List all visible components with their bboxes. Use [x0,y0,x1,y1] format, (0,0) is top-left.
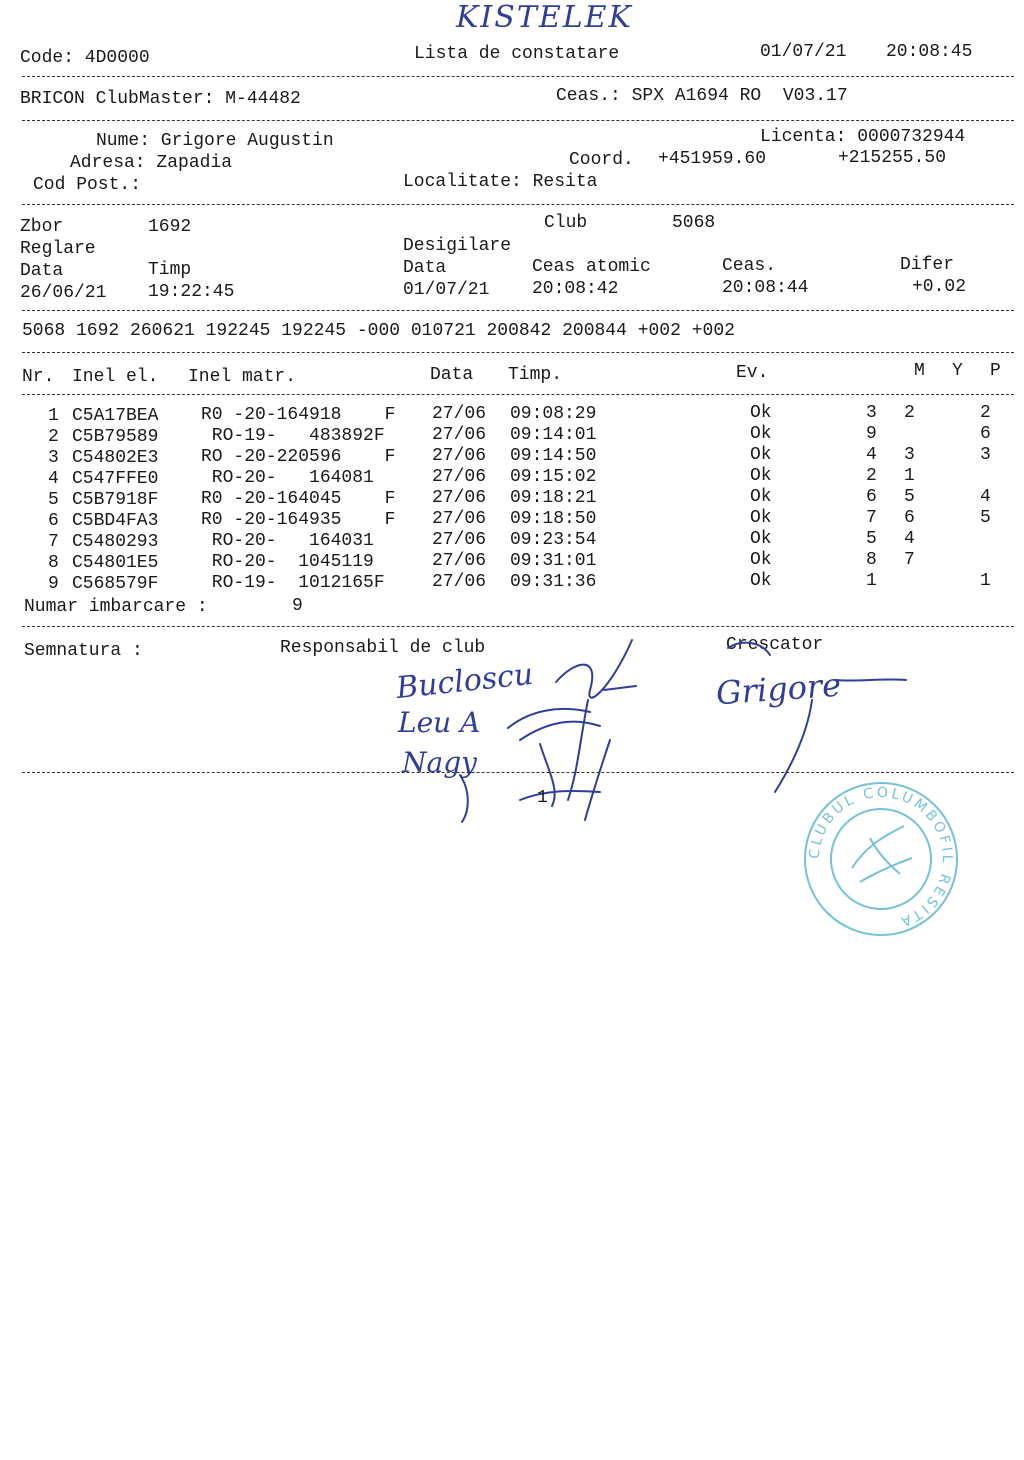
header-date: 01/07/21 [760,42,847,62]
signature-breeder: Grigore [714,665,843,713]
col-nr: Nr. [22,367,55,387]
row-time: 09:18:21 [510,488,597,508]
row-nr: 3 [48,448,59,468]
row-m: 3 [866,403,877,423]
clock-id: Ceas.: SPX A1694 RO V03.17 [556,86,848,106]
row-y: 6 [904,508,915,528]
signature-club-1: Bucloscu [394,656,535,707]
row-time: 09:14:50 [510,446,597,466]
row-inel-matr: RO-19- 483892F [201,426,385,446]
row-p: 2 [980,403,991,423]
row-ev: Ok [750,487,772,507]
row-nr: 5 [48,490,59,510]
row-m: 7 [866,508,877,528]
owner-license: Licenta: 0000732944 [760,127,966,147]
coord-lat: +451959.60 [658,149,767,169]
coord-lon: +215255.50 [838,148,947,168]
boarding-value: 9 [292,596,303,616]
row-date: 27/06 [432,404,487,424]
clubmaster-id: BRICON ClubMaster: M-44482 [20,89,301,109]
col-m: M [914,361,925,381]
col-p: P [990,361,1001,381]
row-ev: Ok [750,508,772,528]
signature-stroke [568,700,588,800]
row-inel-matr: RO-19- 1012165F [201,573,385,593]
separator [22,772,1014,773]
row-nr: 1 [48,406,59,426]
row-inel-matr: RO-20- 164081 [201,468,385,488]
row-p: 4 [980,487,991,507]
document-code: Code: 4D0000 [20,48,150,68]
row-time: 09:15:02 [510,467,597,487]
row-time: 09:18:50 [510,509,597,529]
club-responsible-label: Responsabil de club [280,638,486,658]
desigilare-date: 01/07/21 [403,280,490,300]
clock-time: 20:08:44 [722,278,809,298]
row-date: 27/06 [432,509,487,529]
row-nr: 2 [48,427,59,447]
row-inel-el: C547FFE0 [72,469,159,489]
zbor-label: Zbor [20,217,64,237]
row-time: 09:31:01 [510,551,597,571]
owner-postcode: Cod Post.: [33,175,142,195]
row-inel-matr: R0 -20-164045 F [201,489,396,509]
handwritten-title: KISTELEK [456,0,633,35]
row-inel-matr: RO-20- 1045119 [201,552,385,572]
col-inel-matr: Inel matr. [188,367,297,387]
atomic-time: 20:08:42 [532,279,619,299]
row-p: 5 [980,508,991,528]
row-m: 5 [866,529,877,549]
row-nr: 6 [48,511,59,531]
row-date: 27/06 [432,425,487,445]
row-inel-el: C54801E5 [72,553,159,573]
ceas-atomic-label: Ceas atomic [532,257,651,277]
row-date: 27/06 [432,551,487,571]
row-p: 6 [980,424,991,444]
signature-stroke [520,744,600,806]
col-y: Y [952,361,963,381]
owner-address: Adresa: Zapadia [70,153,233,173]
reglare-date: 26/06/21 [20,283,107,303]
row-ev: Ok [750,571,772,591]
boarding-label: Numar imbarcare : [24,597,208,617]
row-p: 3 [980,445,991,465]
row-inel-el: C5BD4FA3 [72,511,159,531]
row-m: 6 [866,487,877,507]
row-nr: 9 [48,574,59,594]
owner-locality: Localitate: Resita [403,172,598,192]
signature-club-2: Leu A [398,706,481,739]
row-date: 27/06 [432,467,487,487]
col-ev: Ev. [736,363,769,383]
row-y: 5 [904,487,915,507]
row-inel-el: C54802E3 [72,448,159,468]
difer-label: Difer [900,255,955,275]
row-inel-el: C5A17BEA [72,406,159,426]
row-inel-matr: RO-20- 164031 [201,531,385,551]
club-value: 5068 [672,213,716,233]
row-y: 2 [904,403,915,423]
signature-label: Semnatura : [24,641,143,661]
signature-club-3: Nagy [402,746,477,779]
data2-label: Data [403,258,447,278]
row-time: 09:08:29 [510,404,597,424]
reglare-label: Reglare [20,239,96,259]
row-time: 09:31:36 [510,572,597,592]
signature-stroke [556,640,632,698]
club-label: Club [544,213,588,233]
row-m: 2 [866,466,877,486]
signature-stroke [835,679,906,680]
zbor-value: 1692 [148,217,192,237]
owner-name: Nume: Grigore Augustin [96,131,334,151]
row-y: 7 [904,550,915,570]
row-date: 27/06 [432,446,487,466]
club-stamp-icon [800,778,962,940]
row-inel-matr: R0 -20-164918 F [201,405,396,425]
col-data: Data [430,365,474,385]
row-date: 27/06 [432,530,487,550]
row-nr: 4 [48,469,59,489]
row-time: 09:14:01 [510,425,597,445]
row-m: 9 [866,424,877,444]
row-y: 4 [904,529,915,549]
row-ev: Ok [750,529,772,549]
row-nr: 7 [48,532,59,552]
row-p: 1 [980,571,991,591]
row-m: 4 [866,445,877,465]
data-label: Data [20,261,64,281]
col-timp: Timp. [508,365,563,385]
row-ev: Ok [750,403,772,423]
row-inel-matr: R0 -20-164935 F [201,510,396,530]
difer-value: +0.02 [912,277,967,297]
row-inel-el: C5B79589 [72,427,159,447]
row-ev: Ok [750,445,772,465]
breeder-label: Crescator [726,635,824,655]
row-ev: Ok [750,466,772,486]
signature-stroke [460,775,468,822]
signature-stroke [728,643,770,655]
row-ev: Ok [750,424,772,444]
row-ev: Ok [750,550,772,570]
row-nr: 8 [48,553,59,573]
row-inel-el: C5480293 [72,532,159,552]
row-inel-el: C568579F [72,574,159,594]
row-m: 1 [866,571,877,591]
row-y: 3 [904,445,915,465]
signature-stroke [585,740,610,820]
desigilare-label: Desigilare [403,236,512,256]
code-line: 5068 1692 260621 192245 192245 -000 010721 200842 200844 +002 +002 [22,321,735,341]
document-title: Lista de constatare [414,44,620,64]
page-number: 1 [537,788,548,808]
header-time: 20:08:45 [886,42,973,62]
stamp-text: CLUBUL COLUMBOFIL RESITA [806,784,956,931]
reglare-time: 19:22:45 [148,282,235,302]
row-date: 27/06 [432,572,487,592]
ceas-label: Ceas. [722,256,777,276]
row-y: 1 [904,466,915,486]
signature-stroke [604,686,636,690]
coord-label: Coord. [569,150,634,170]
row-inel-el: C5B7918F [72,490,159,510]
col-inel-el: Inel el. [72,367,159,387]
row-inel-matr: RO -20-220596 F [201,447,396,467]
row-date: 27/06 [432,488,487,508]
timp-label: Timp [148,260,192,280]
row-time: 09:23:54 [510,530,597,550]
row-m: 8 [866,550,877,570]
